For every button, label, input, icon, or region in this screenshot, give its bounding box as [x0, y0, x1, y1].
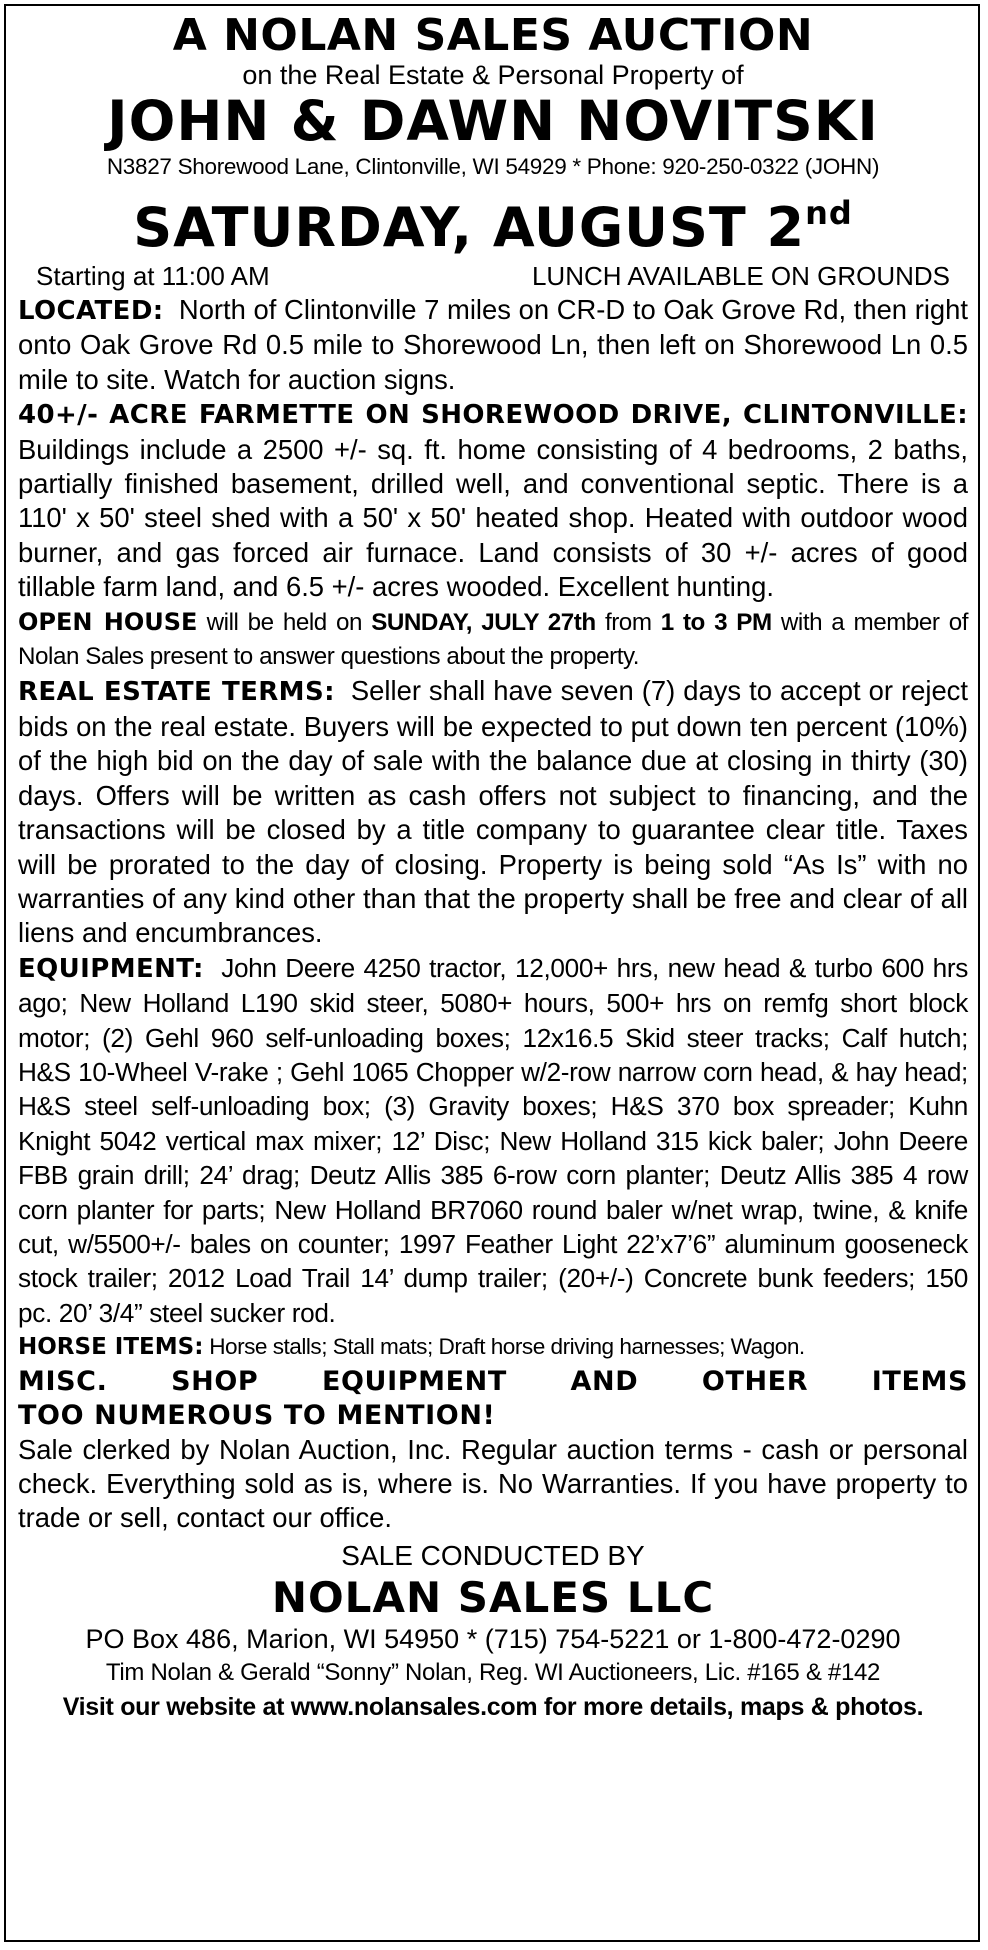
- equipment-text: John Deere 4250 tractor, 12,000+ hrs, new head & turbo 600 hrs ago; New Holland L190 skid steer, 5080+ hours, 500+ hrs on remfg short block motor; (2) Gehl 960 self-unloading boxes; 12x16.5 Skid steer tracks; Calf hutch; H&S 10-Wheel V-rake ; Gehl 1065 Chopper w/2-row narrow corn head, & hay head; H&S steel self-unloading box; (3) Gravity boxes; H&S 370 box spreader; Kuhn Knight 5042 vertical max mixer; 12’ Disc; New Holland 315 kick baler; John Deere FBB grain drill; 24’ drag; Deutz Allis 385 6-row corn planter; Deutz Allis 385 4 row corn planter for parts; New Holland BR7060 round baler w/net wrap, twine, & knife cut, w/5500+/- bales on counter; 1997 Feather Light 22’x7’6” aluminum gooseneck stock trailer; 2012 Load Trail 14’ dump trailer; (20+/-) Concrete bunk feeders; 150 pc. 20’ 3/4” steel sucker rod.: [18, 952, 968, 1328]
- open-house-section: [18, 605, 968, 675]
- misc-line-2: TOO NUMEROUS TO MENTION!: [18, 1399, 496, 1431]
- start-lunch-line: [18, 259, 968, 293]
- ad-subtitle: on the Real Estate & Personal Property of: [242, 60, 744, 90]
- sale-conducted-by: SALE CONDUCTED BY: [341, 1539, 645, 1571]
- open-house-label: OPEN HOUSE: [18, 607, 198, 636]
- lunch-note: LUNCH AVAILABLE ON GROUNDS: [531, 261, 950, 291]
- auctioneer-license: Tim Nolan & Gerald “Sonny” Nolan, Reg. WI Auctioneers, Lic. #165 & #142: [105, 1658, 881, 1686]
- website-line: Visit our website at www.nolansales.com for more details, maps & photos.: [62, 1692, 924, 1721]
- misc-line-1: MISC. SHOP EQUIPMENT AND OTHER ITEMS: [18, 1365, 968, 1397]
- company-name: NOLAN SALES LLC: [271, 1572, 715, 1622]
- start-time: Starting at 11:00 AM: [36, 261, 270, 291]
- horse-items-text: Horse stalls; Stall mats; Draft horse driving harnesses; Wagon.: [209, 1334, 805, 1360]
- auction-advertisement: [4, 4, 980, 1942]
- horse-items-label: HORSE ITEMS:: [18, 1334, 204, 1361]
- terms-label: REAL ESTATE TERMS:: [18, 677, 335, 708]
- sale-date-suffix: nd: [805, 194, 853, 232]
- farmette-label: 40+/- ACRE FARMETTE ON SHOREWOOD DRIVE, CLINTONVILLE:: [18, 400, 968, 431]
- company-address: PO Box 486, Marion, WI 54950 * (715) 754-5221 or 1-800-472-0290: [85, 1623, 901, 1654]
- horse-items-section: [18, 1330, 968, 1364]
- open-house-text-1: will be held on: [206, 608, 362, 636]
- located-text: North of Clintonville 7 miles on CR-D to Oak Grove Rd, then right onto Oak Grove Rd 0.5 mile to Shorewood Ln, then left on Shorewood Ln 0.5 mile to site. Watch for auction signs.: [18, 294, 968, 395]
- seller-names: JOHN & DAWN NOVITSKI: [107, 89, 879, 153]
- equipment-section: [18, 951, 968, 1330]
- seller-address: N3827 Shorewood Lane, Clintonville, WI 54929 * Phone: 920-250-0322 (JOHN): [106, 154, 880, 179]
- open-house-date: SUNDAY, JULY 27th: [371, 608, 596, 636]
- equipment-label: EQUIPMENT:: [18, 953, 204, 984]
- located-label: LOCATED:: [18, 296, 164, 326]
- clerk-section: [18, 1433, 968, 1536]
- sale-date-main: SATURDAY, AUGUST 2: [133, 196, 806, 259]
- terms-text: Seller shall have seven (7) days to accept or reject bids on the real estate. Buyers will be expected to put down ten percent (10%) of the high bid on the day of sale with the balance due at closing in thirty (30) days. Offers will be written as cash offers not subject to financing, and the transactions will be closed by a title company to guarantee clear title. Taxes will be prorated to the day of closing. Property is being sold “As Is” with no warranties of any kind other than that the property shall be free and clear of all liens and encumbrances.: [18, 675, 968, 949]
- terms-section: [18, 674, 968, 950]
- open-house-text-3: with a member of Nolan Sales present to answer questions about the property.: [18, 608, 968, 671]
- open-house-time: 1 to 3 PM: [660, 608, 772, 636]
- open-house-text-2: from: [604, 608, 652, 636]
- sale-date: [18, 182, 968, 259]
- farmette-text: Buildings include a 2500 +/- sq. ft. home consisting of 4 bedrooms, 2 baths, partially finished basement, drilled well, and conventional septic. There is a 110' x 50' steel shed with a 50' x 50' heated shop. Heated with outdoor wood burner, and gas forced air furnace. Land consists of 30 +/- acres of good tillable farm land, and 6.5 +/- acres wooded. Excellent hunting.: [18, 433, 968, 603]
- ad-title: A NOLAN SALES AUCTION: [172, 10, 814, 61]
- clerk-text: Sale clerked by Nolan Auction, Inc. Regular auction terms - cash or personal check. Everything sold as is, where is. No Warranties. If you have property to trade or sell, contact our office.: [18, 1433, 968, 1534]
- farmette-section: [18, 397, 968, 604]
- located-section: [18, 293, 968, 397]
